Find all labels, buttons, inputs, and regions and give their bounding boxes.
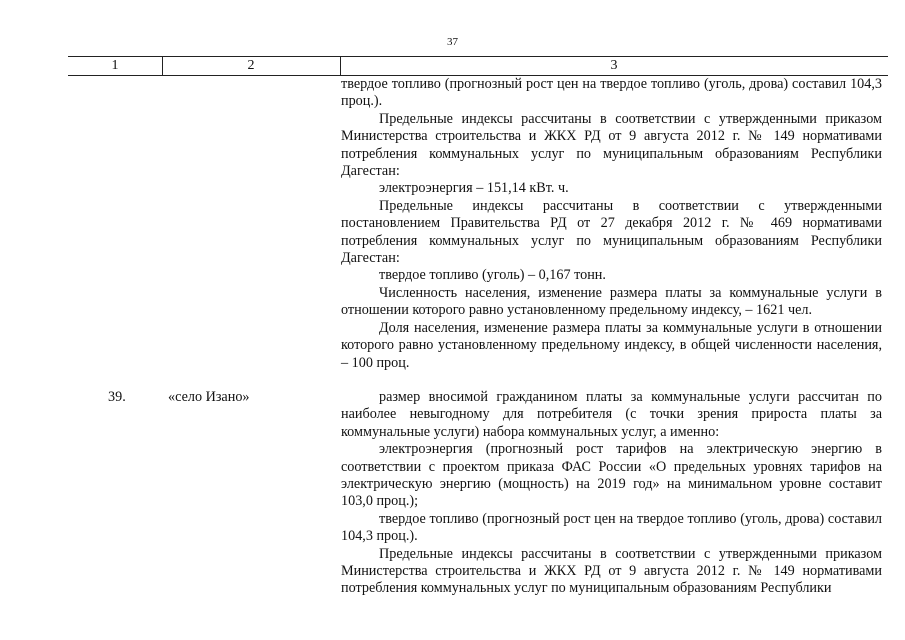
paragraph: Численность населения, изменение размера платы за коммунальные услуги в отношении которого равно установленному предельному индексу, – 1621 чел. (341, 284, 882, 319)
header-col-3: 3 (610, 58, 618, 73)
paragraph: Доля населения, изменение размера платы за коммунальные услуги в отношении которого равно установленному предельному индексу, в общей численности населения, – 100 проц. (341, 319, 882, 371)
paragraph: Предельные индексы рассчитаны в соответствии с утвержденными приказом Министерства строительства и ЖКХ РД от 9 августа 2012 г. № 149 нормативами потребления коммунальных услуг по муниципальным образованиям Республики Дагестан: (341, 110, 882, 180)
paragraph: твердое топливо (прогнозный рост цен на твердое топливо (уголь, дрова) составил 104,3 проц.). (341, 510, 882, 545)
header-col-1: 1 (111, 58, 119, 73)
row-38-continuation (341, 76, 882, 372)
paragraph: размер вносимой гражданином платы за коммунальные услуги рассчитан по наиболее невыгодному для потребителя (с точки зрения прироста платы за коммунальные услуги) набора коммунальных услуг, а именно: (341, 389, 882, 440)
paragraph: твердое топливо (уголь) – 0,167 тонн. (379, 267, 606, 284)
paragraph: твердое топливо (прогнозный рост цен на твердое топливо (уголь, дрова) составил 104,3 проц.). (341, 76, 882, 110)
settlement-name: «село Изано» (168, 389, 250, 405)
paragraph: электроэнергия (прогнозный рост тарифов на электрическую энергию в соответствии с проектом приказа ФАС России «О предельных уровнях тарифов на электрическую энергию (мощность) на 2019 год» на минимальном уровне составит 103,0 проц.); (341, 441, 882, 510)
row-39-description (341, 389, 882, 598)
table-header (68, 56, 888, 76)
paragraph: Предельные индексы рассчитаны в соответствии с утвержденными постановлением Правительства РД от 27 декабря 2012 г. № 469 нормативами потребления коммунальных услуг по муниципальным образованиям Республики Дагестан: (341, 197, 882, 267)
row-number: 39. (108, 389, 126, 405)
header-col-2: 2 (247, 58, 255, 73)
page-number: 37 (447, 36, 458, 48)
paragraph: электроэнергия – 151,14 кВт. ч. (379, 180, 569, 197)
paragraph: Предельные индексы рассчитаны в соответствии с утвержденными приказом Министерства строительства и ЖКХ РД от 9 августа 2012 г. № 149 нормативами потребления коммунальных услуг по муниципальным образованиям Республики (341, 545, 882, 597)
